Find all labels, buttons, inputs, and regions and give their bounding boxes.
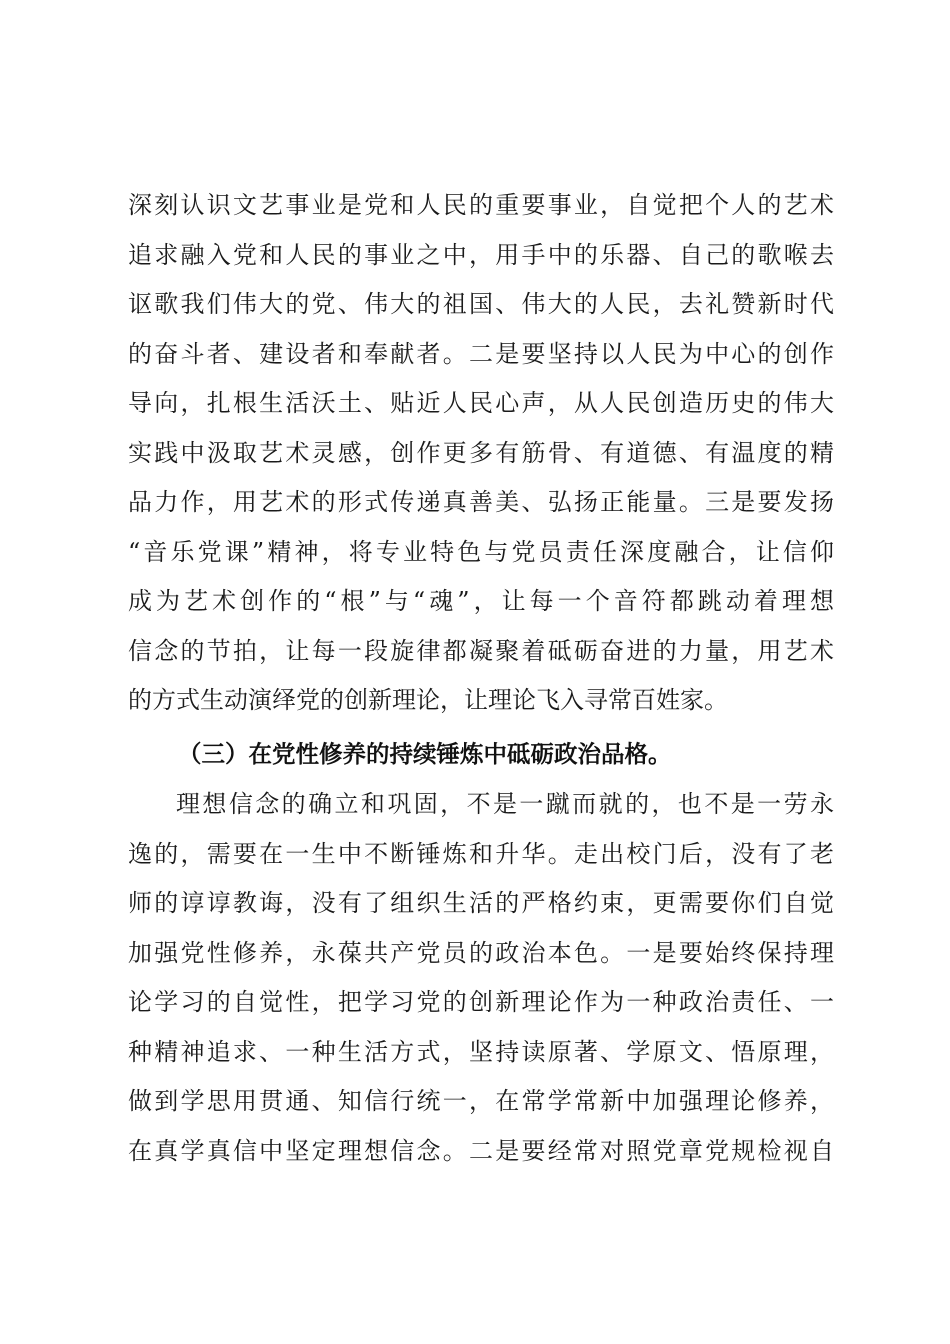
paragraph-line: 种精神追求、一种生活方式，坚持读原著、学原文、悟原理， [128, 1037, 834, 1066]
paragraph-line: 论学习的自觉性，把学习党的创新理论作为一种政治责任、一 [128, 988, 834, 1016]
paragraph-line: 在真学真信中坚定理想信念。二是要经常对照党章党规检视自 [128, 1136, 834, 1165]
paragraph-line: 逸的，需要在一生中不断锤炼和升华。走出校门后，没有了老 [128, 839, 834, 868]
paragraph-line: 品力作，用艺术的形式传递真善美、弘扬正能量。三是要发扬 [128, 488, 834, 516]
paragraph-line: 导向，扎根生活沃土、贴近人民心声，从人民创造历史的伟大 [128, 389, 834, 417]
paragraph-line: 实践中汲取艺术灵感，创作更多有筋骨、有道德、有温度的精 [128, 438, 834, 467]
section-heading: （三）在党性修养的持续锤炼中砥砺政治品格。 [178, 740, 672, 768]
paragraph-line: “音乐党课”精神，将专业特色与党员责任深度融合，让信仰 [128, 537, 834, 566]
paragraph-line: 加强党性修养，永葆共产党员的政治本色。一是要始终保持理 [128, 938, 834, 967]
paragraph-line: 深刻认识文艺事业是党和人民的重要事业，自觉把个人的艺术 [128, 191, 834, 219]
paragraph-line: 的方式生动演绎党的创新理论，让理论飞入寻常百姓家。 [128, 686, 728, 714]
paragraph-line: 成为艺术创作的“根”与“魂”，让每一个音符都跳动着理想 [128, 587, 834, 615]
paragraph-line: 师的谆谆教诲，没有了组织生活的严格约束，更需要你们自觉 [128, 889, 834, 917]
paragraph-line: 讴歌我们伟大的党、伟大的祖国、伟大的人民，去礼赞新时代 [128, 290, 834, 318]
paragraph-body-2 [128, 780, 834, 1176]
paragraph-body-1 [128, 181, 834, 726]
paragraph-line: 理想信念的确立和巩固，不是一蹴而就的，也不是一劳永 [176, 790, 834, 818]
paragraph-line: 做到学思用贯通、知信行统一，在常学常新中加强理论修养， [128, 1087, 834, 1115]
paragraph-line: 信念的节拍，让每一段旋律都凝聚着砥砺奋进的力量，用艺术 [128, 636, 834, 665]
paragraph-line: 追求融入党和人民的事业之中，用手中的乐器、自己的歌喉去 [128, 240, 834, 269]
paragraph-line: 的奋斗者、建设者和奉献者。二是要坚持以人民为中心的创作 [128, 339, 834, 368]
